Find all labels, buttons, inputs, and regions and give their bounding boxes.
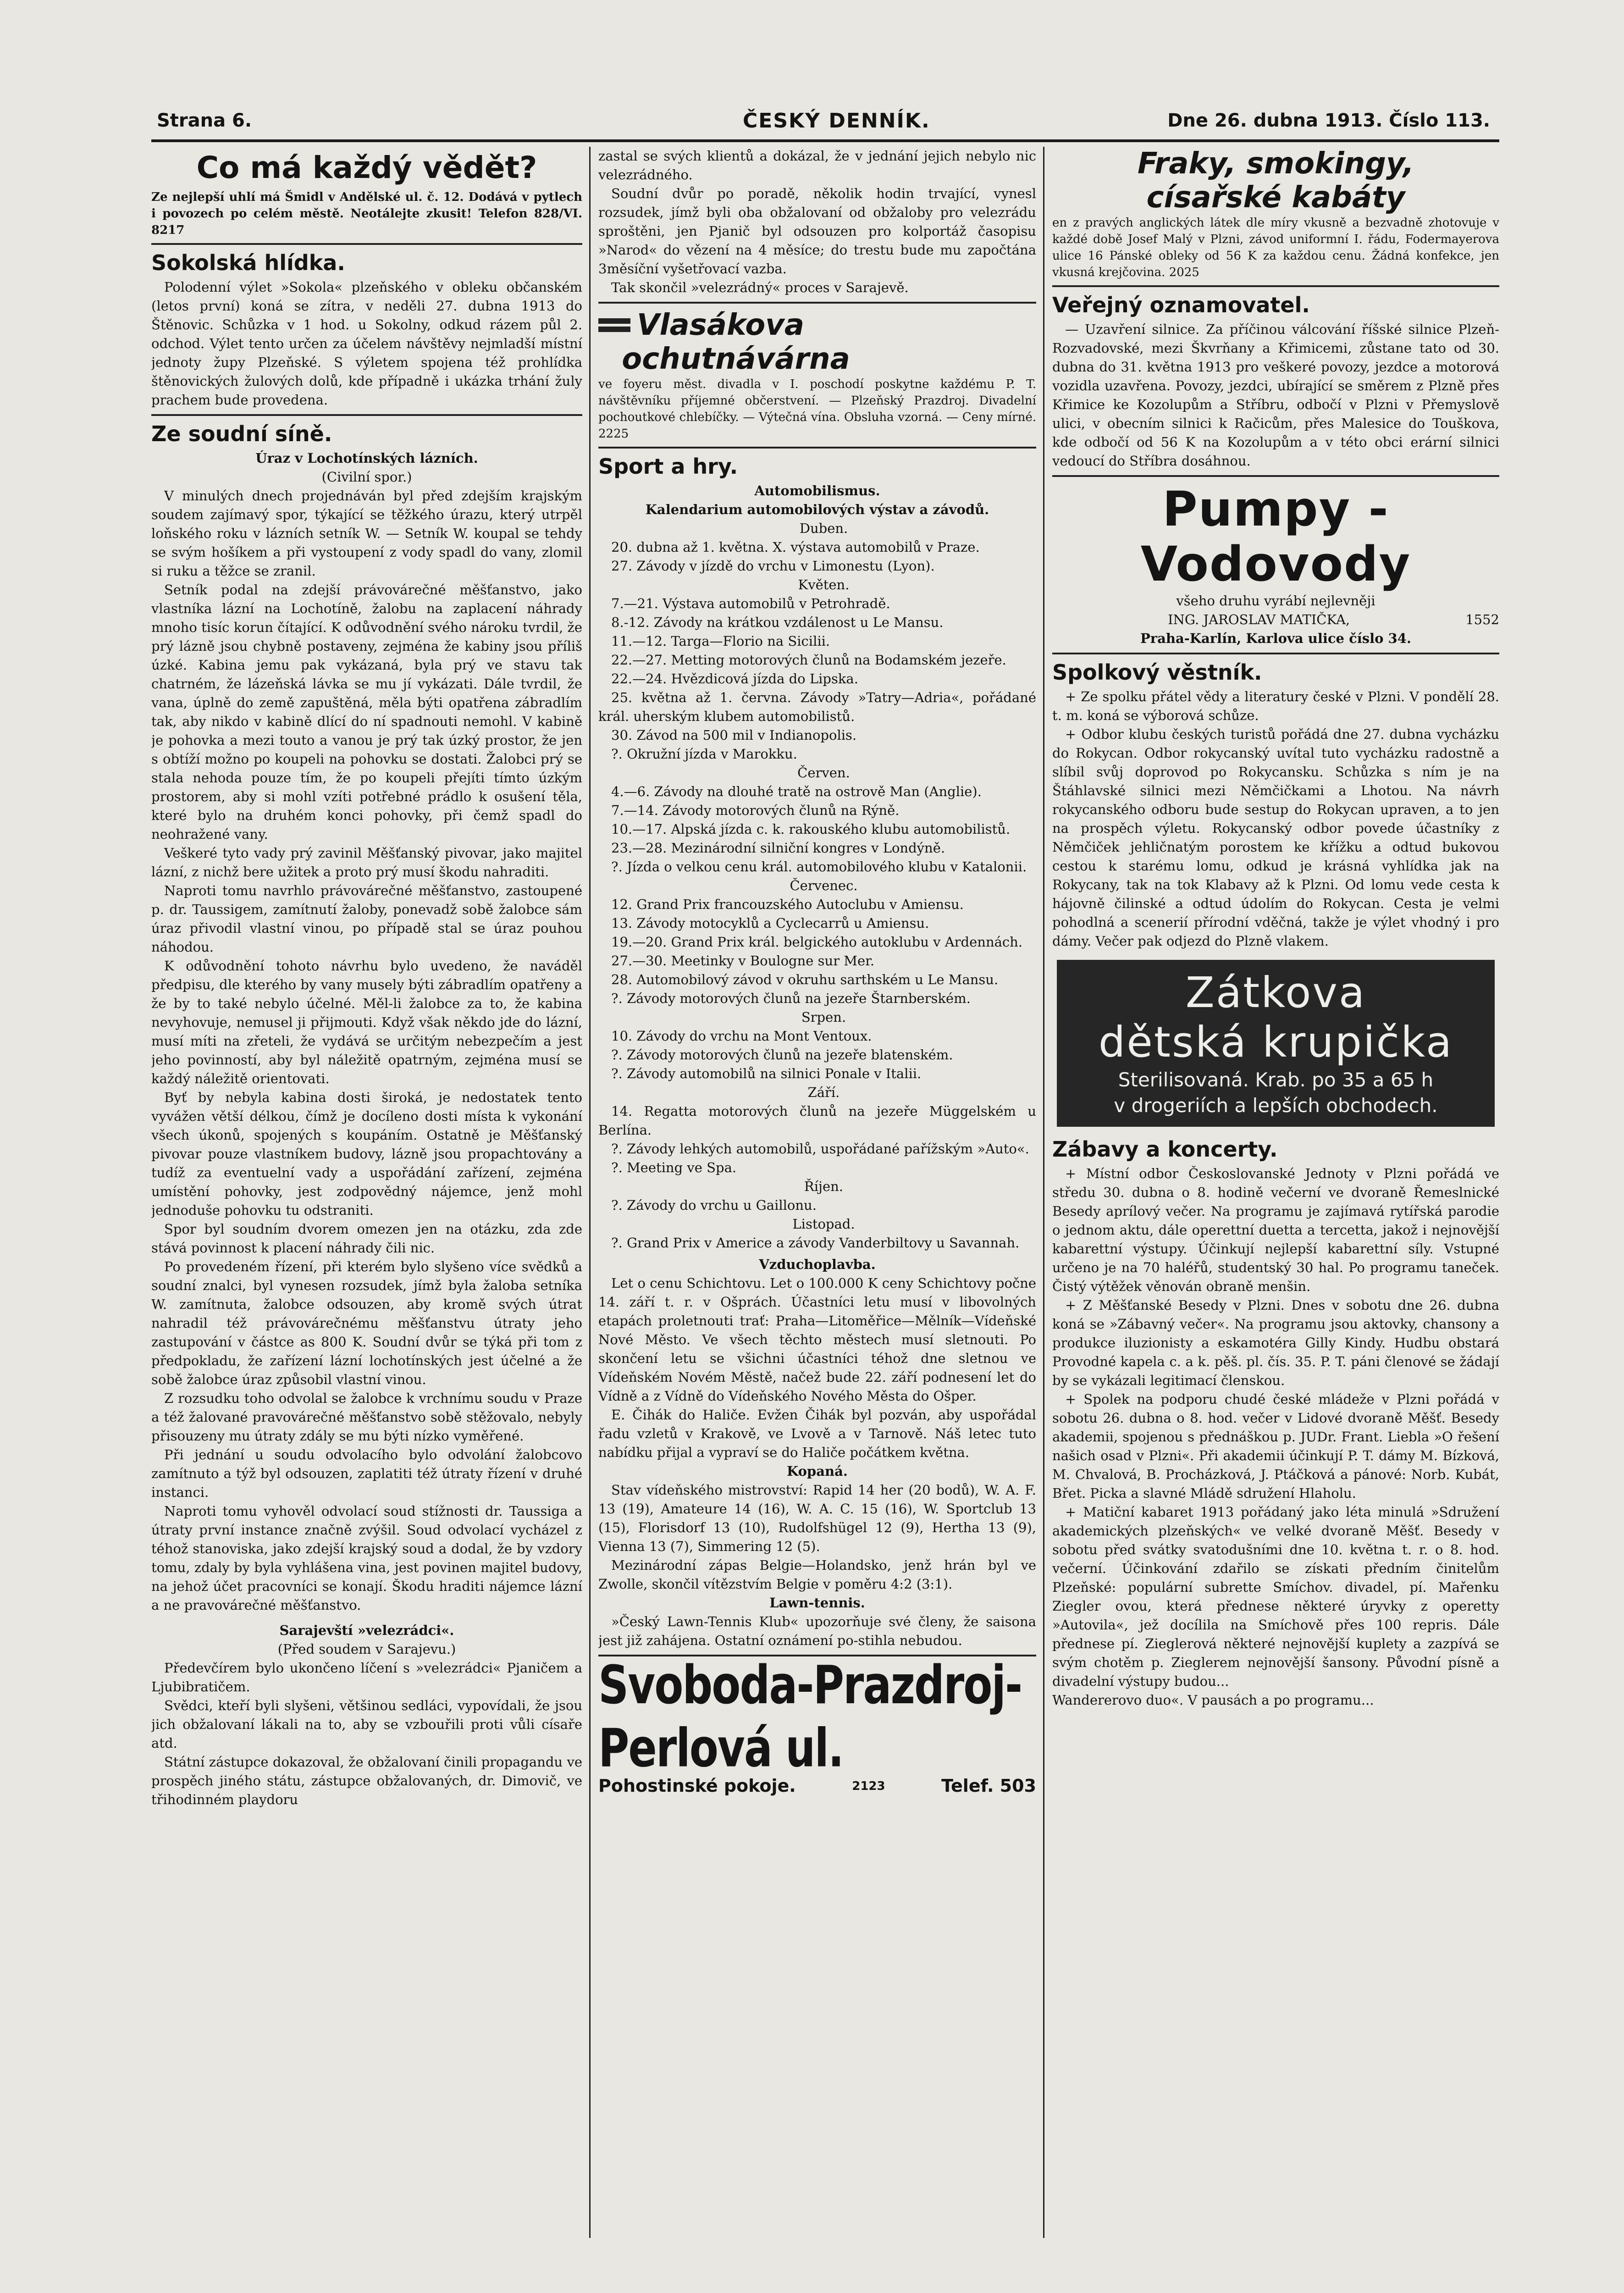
sarajevo-continued: Tak skončil »velezrádný« proces v Sarajevě. [611, 280, 909, 295]
club-heading: Spolkový věstník. [1052, 660, 1262, 685]
divider [1052, 475, 1499, 477]
court-heading: Ze soudní síně. [151, 421, 332, 446]
divider [151, 243, 582, 245]
divider [598, 447, 1036, 449]
calendar-item: ?. Meeting ve Spa. [611, 1160, 737, 1175]
calendar-item: 7.—14. Závody motorových člunů na Rýně. [611, 803, 900, 818]
court-paragraph: Byť by nebyla kabina dosti široká, je nedostatek tento vyvážen větší délkou, čímž je docíleno dosti místa k vykonání všech úkonů, spojených s koupáním. Ostatně je Měšťanský pivovar pouze vlastníkem budovy, lázně jsou propachtovány a tudíž za eventuelní vady a uspořádání zařízení, zejména umístění pohovky, jest zodpovědný nájemce, jenž mohl jednoduše pohovku tu odstraniti. [151, 1090, 582, 1218]
court-paragraph: V minulých dnech projednáván byl před zdejším krajským soudem zajímavý spor, týkající se těžkého úrazu, který utrpěl loňského roku v lázních setník W. — Setník W. koupal se tehdy se svým hošíkem a při vystoupení z vody spadl do vany, zlomil si ruku a těžce se zranil. [151, 488, 582, 579]
calendar-month: Listopad. [792, 1216, 855, 1232]
club-paragraph: + Ze spolku přátel vědy a literatury české v Plzni. V pondělí 28. t. m. koná se výborová schůze. [1052, 689, 1499, 723]
calendar-item: 10. Závody do vrchu na Mont Ventoux. [611, 1028, 872, 1044]
auto-calendar [598, 519, 1036, 1252]
page-frame [151, 101, 1499, 2265]
ad-zatka-line-4: v drogeriích a lepších obchodech. [1114, 1094, 1438, 1117]
sarajevo-paragraph: Svědci, kteří byli slyšeni, většinou sedláci, vypovídali, že jsou jich obžalovaní lákali na to, aby se vzbouřili proti vůli císaře atd. [151, 1698, 582, 1751]
ad-pumps-num: 1552 [1465, 612, 1499, 627]
ad-vlasak-title-2: ochutnávárna [622, 342, 850, 376]
column-divider-2 [1043, 147, 1044, 2238]
sokol-heading: Sokolská hlídka. [151, 250, 345, 275]
calendar-month: Červen. [797, 765, 850, 781]
calendar-month: Září. [807, 1085, 840, 1100]
sarajevo-paragraph: Předevčírem bylo ukončeno líčení s »velezrádci« Pjaničem a Ljubibratičem. [151, 1660, 582, 1695]
ad-tailor-title-1: Fraky, smokingy, [1137, 147, 1414, 181]
ad-svoboda-num: 2123 [852, 1779, 885, 1793]
ad-svoboda-title: Svoboda-Prazdroj-Perlová ul. [598, 1654, 1022, 1779]
masthead: ČESKÝ DENNÍK. [743, 109, 930, 133]
divider [151, 414, 582, 416]
court-subheading: Úraz v Lochotínských lázních. [255, 450, 478, 466]
calendar-item: 10.—17. Alpská jízda c. k. rakouského klubu automobilistů. [611, 821, 1011, 837]
header-rule [151, 139, 1499, 142]
football-paragraph: Stav vídeňského mistrovství: Rapid 14 her (20 bodů), W. A. F. 13 (19), Amateure 14 (16), W. A. C. 15 (16), W. Sportclub 13 (15), Florisdorf 13 (10), Rudolfshügel 12 (9), Hertha 13 (9), Vienna 13 (7), Simmering 12 (5). [598, 1482, 1036, 1554]
calendar-item: 22.—27. Metting motorových člunů na Bodamském jezeře. [611, 652, 1006, 668]
issue-date: Dne 26. dubna 1913. Číslo 113. [1167, 110, 1490, 131]
ad-svoboda-tel: Telef. 503 [941, 1776, 1036, 1796]
ad-pumps-line-2: ING. JAROSLAV MATIČKA, [1168, 612, 1350, 627]
calendar-item: 28. Automobilový závod v okruhu sarthském u Le Mansu. [611, 972, 999, 987]
page-number: Strana 6. [157, 110, 252, 131]
ad-pumps-title: Pumpy - Vodovody [1140, 481, 1411, 592]
aviation-paragraph: E. Čihák do Haliče. Evžen Čihák byl pozván, aby uspořádal řadu vzletů v Krakově, ve Lvově a v Tarnově. Náš letec tuto nabídku přijal a vypraví se do Haliče počátkem května. [598, 1407, 1036, 1460]
calendar-item: 23.—28. Mezinárodní silniční kongres v Londýně. [611, 840, 945, 856]
calendar-month: Duben. [799, 521, 848, 536]
page-header [151, 101, 1499, 139]
sarajevo-continued: zastal se svých klientů a dokázal, že v jednání jejich nebylo nic velezrádného. [598, 148, 1036, 183]
auto-subheading: Kalendarium automobilových výstav a závodů. [645, 502, 989, 517]
calendar-item: 4.—6. Závody na dlouhé tratě na ostrově Man (Anglie). [611, 784, 982, 799]
column-2 [598, 147, 1036, 2238]
court-paragraph: Spor byl soudním dvorem omezen jen na otázku, zda zde stává povinnost k placení náhrady čili nic. [151, 1221, 582, 1256]
calendar-item: 30. Závod na 500 mil v Indianopolis. [611, 727, 857, 743]
calendar-item: ?. Závody automobilů na silnici Ponale v Italii. [611, 1066, 922, 1081]
tennis-heading: Lawn-tennis. [769, 1595, 865, 1611]
column-1 [151, 147, 582, 2238]
court-paragraph: Naproti tomu navrhlo právovárečné měšťanstvo, zastoupené p. dr. Taussigem, zamítnutí žaloby, ponevadž sobě žalobce sám úraz přivodil vlastní vinou, po případě stal se úraz pouhou náhodou. [151, 883, 582, 955]
ad-zatka [1057, 960, 1495, 1127]
football-heading: Kopaná. [787, 1463, 848, 1479]
aviation-heading: Vzduchoplavba. [759, 1257, 876, 1272]
ad-tailor-title-2: císařské kabáty [1146, 181, 1405, 215]
public-notice-heading: Veřejný oznamovatel. [1052, 293, 1310, 317]
ad-pumps-line-1: všeho druhu vyrábí nejlevněji [1176, 593, 1375, 609]
ad-zatka-line-3: Sterilisovaná. Krab. po 35 a 65 h [1118, 1069, 1434, 1091]
column-divider-1 [589, 147, 591, 2238]
ad-svoboda-sub: Pohostinské pokoje. [598, 1776, 796, 1796]
entertainment-paragraph: + Matiční kabaret 1913 pořádaný jako léta minulá »Sdružení akademických plzeňských« ve velké dvoraně Měšť. Besedy v sobotu před svátky svatodušními dne 10. května t. r. o 8. hod. večerní. Účinkování zdařilo se získati předním činitelům Plzeňské: populární subrette Smíchov. divadel, pí. Mařenku Ziegler ovou, která přednese některé úryvky z operetty »Autovila«, jež docílila na Smíchově přes 100 repris. Dále přednese pí. Zieglerová některé nejnovější kuplety a zazpívá se svým chotěm p. Zieglerem nejnovější šansony. Původní písně a divadelní výstupy budou... [1052, 1504, 1499, 1689]
court-paragraph: Z rozsudku toho odvolal se žalobce k vrchnímu soudu v Praze a též žalované pravovárečné měšťanstvo sobě stěžovalo, nebyly přisouzeny mu útraty zdály se mu býti nízko vyměřené. [151, 1390, 582, 1444]
sport-heading: Sport a hry. [598, 454, 738, 479]
sarajevo-paragraph: Státní zástupce dokazoval, že obžalovaní činili propagandu ve prospěch jiného státu, zástupce obžalovaných, dr. Dimovič, ve třihodinném playdoru [151, 1754, 582, 1807]
calendar-item: 27.—30. Meetinky v Boulogne sur Mer. [611, 953, 875, 969]
tennis-paragraph: »Český Lawn-Tennis Klub« upozorňuje své členy, že saisona jest již zahájena. Ostatní oznámení po-stihla nebudou. [598, 1614, 1036, 1648]
entertainment-heading: Zábavy a koncerty. [1052, 1137, 1278, 1162]
ad-vlasak-text: ve foyeru měst. divadla v I. poschodí poskytne každému P. T. návštěvníku příjemné občerstvení. — Plzeňský Prazdroj. Divadelní pochoutkové chlebíčky. — Výtečná vína. Obsluha vzorná. — Ceny mírné. 2225 [598, 377, 1036, 441]
calendar-month: Říjen. [804, 1179, 844, 1194]
divider [1052, 285, 1499, 287]
calendar-item: ?. Okružní jízda v Marokku. [611, 746, 797, 762]
calendar-item: ?. Závody lehkých automobilů, uspořádané pařížským »Auto«. [611, 1141, 1029, 1157]
court-paragraph: Veškeré tyto vady prý zavinil Měšťanský pivovar, jako majitel lázní, z nichž bere užitek a proto prý musí škodu nahraditi. [151, 845, 582, 880]
calendar-month: Červenec. [790, 878, 858, 893]
ad-vlasak-title-1: Vlasákova [637, 308, 805, 342]
calendar-item: 22.—24. Hvězdicová jízda do Lipska. [611, 671, 858, 687]
entertainment-paragraph: + Z Měšťanské Besedy v Plzni. Dnes v sobotu dne 26. dubna koná se »Zábavný večer«. Na programu jsou aktovky, chansony a produkce iluzionisty a eskamotéra Gilly Kindy. Hudbu obstará Provodné kapela c. a k. pěš. pl. čís. 35. P. T. páni členové se žádají by se vykázali legitimací členskou. [1052, 1297, 1499, 1388]
calendar-item: 13. Závody motocyklů a Cyclecarrů u Amiensu. [611, 915, 929, 931]
ad-coal-title: Co má každý vědět? [196, 150, 537, 185]
entertainment-paragraph: + Spolek na podporu chudé české mládeže v Plzni pořádá v sobotu 26. dubna o 8. hod. večer v Lidové dvoraně Měšť. Besedy akademii, spojenou s přednáškou p. JUDr. Frant. Liebla »O řešení našich osad v Plzni«. Při akademii účinkují P. T. dámy M. Bízková, M. Chvalová, B. Procházková, J. Ptáčková a pánové: Norb. Kubát, Břet. Picka a slavné Mládě sdružení Hlaholu. [1052, 1391, 1499, 1501]
sarajevo-heading: Sarajevští »velezrádci«. [279, 1623, 454, 1638]
ad-zatka-line-1: Zátkova [1185, 968, 1366, 1017]
court-paragraph: Setník podal na zdejší právovárečné měšťanstvo, jako vlastníka lázní na Lochotíně, žalobu na zaplacení náhrady mnoho tisíc korun čítající. K odůvodnění svého nároku tvrdil, že prý lázně jsou chybně postaveny, zejména že kabiny jsou příliš úzké. Kabina jemu pak vykázaná, byla prý ve stavu tak chatrném, že lázeňská lávka se mu jí vykázati. Dále tvrdil, že vana, úplně do země zapuštěná, měla býti opatřena zábradlím tak, aby nikdo v kabině dlící do ní spadnouti nemohl. V kabině je pohovka a mezi touto a vanou je prý tak úzký prostor, že jen s obtíží možno po koupeli na pohovku se dostati. Žalobci prý se stala nehoda pouze tím, že po koupeli přejíti tímto úzkým prostorem, aby si mohl vzíti potřebné prádlo k osušení těla, které bylo na druhém konci pohovky, při čemž spadl do neohražené vany. [151, 582, 582, 842]
calendar-item: 25. května až 1. června. Závody »Tatry—Adria«, pořádané král. uherským klubem automobilistů. [598, 690, 1036, 724]
court-paragraph: Po provedeném řízení, při kterém bylo slyšeno více svědků a soudní znalci, byl vynesen rozsudek, jímž byla žaloba setníka W. zamítnuta, žalobce odsouzen, aby kromě svých útrat nahradil též právovárečnému měšťanstvu útraty jeho zastupování v částce as 800 K. Soudní dvůr se týká při tom z předpokladu, že zařízení lázní lochotínských jest účelné a že sobě žalobce úraz způsobil vlastní vinou. [151, 1259, 582, 1387]
auto-heading: Automobilismus. [754, 483, 880, 498]
ad-pumps-line-3: Praha-Karlín, Karlova ulice číslo 34. [1140, 631, 1411, 646]
ad-vlasak [598, 308, 1036, 376]
calendar-item: 20. dubna až 1. května. X. výstava automobilů v Praze. [611, 539, 980, 555]
divider [598, 302, 1036, 304]
calendar-item: ?. Jízda o velkou cenu král. automobilového klubu v Katalonii. [611, 859, 1027, 875]
public-notice-paragraph: — Uzavření silnice. Za příčinou válcování říšské silnice Plzeň-Rozvadovské, mezi Škvrňany a Křimicemi, zůstane tato od 30. dubna do 31. května 1913 pro veškeré povozy, jezdce a motorová vozidla uzavřena. Povozy, jezdci, ubírající se směrem z Plzně přes Křimice ke Kozolupům a Stříbru, odbočí v Plzni v Přemyslově ulici, v obecním silnici k Račicům, přes Malesice do Touškova, kde odbočí od 56 K na Kozolupům a v této obci erární silnici vedoucí do Stříbra dosáhnou. [1052, 321, 1499, 469]
sarajevo-subheading: (Před soudem v Sarajevu.) [277, 1641, 456, 1657]
ad-coal-text: Ze nejlepší uhlí má Šmidl v Andělské ul. č. 12. Dodává v pytlech i povozech po celém městě. Neotálejte zkusit! Telefon 828/VI. 8217 [151, 190, 582, 237]
divider [1052, 653, 1499, 654]
entertainment-paragraph: + Místní odbor Českoslovanské Jednoty v Plzni pořádá ve středu 30. dubna o 8. hodině večerní ve dvoraně Řemeslnické Besedy aprílový večer. Na programu je zajímavá rytířská parodie o jednom aktu, dále operettní duetta a tercetta, jakož i nejnovější kabarettní výstupy. Účinkují nejlepší kabarettní síly. Vstupné určeno je na 70 haléřů, studentský 30 hal. Po programu taneček. Čistý výtěžek věnován obraně menšin. [1052, 1166, 1499, 1294]
calendar-month: Srpen. [801, 1009, 846, 1025]
calendar-item: ?. Závody do vrchu u Gaillonu. [611, 1197, 817, 1213]
sokol-article: Polodenní výlet »Sokola« plzeňského v obleku občanském (letos první) koná se zítra, v neděli 27. dubna 1913 do Štěnovic. Schůzka v 1 hod. u Sokolny, odkud rázem půl 2. odchod. Výlet tento určen za účelem návštěvy nejmladší místní jednoty župy Plzeňské. S výletem spojena též prohlídka štěnovických žulových dolů, kde případně i ukázka trhání žuly prachem bude provedena. [151, 279, 582, 408]
ad-zatka-line-2: dětská krupička [1098, 1018, 1453, 1067]
calendar-month: Květen. [798, 577, 850, 593]
calendar-item: 27. Závody v jízdě do vrchu v Limonestu (Lyon). [611, 558, 935, 574]
calendar-item: 8.-12. Závody na krátkou vzdálenost u Le Mansu. [611, 615, 944, 630]
court-subheading-2: (Civilní spor.) [321, 469, 412, 485]
calendar-item: ?. Grand Prix v Americe a závody Vanderbiltovy u Savannah. [611, 1235, 1020, 1251]
calendar-item: ?. Závody motorových člunů na jezeře Štarnberském. [611, 991, 971, 1006]
column-3 [1052, 147, 1499, 2238]
aviation-paragraph: Let o cenu Schichtovu. Let o 100.000 K ceny Schichtovy počne 14. září t. r. v Ošprách. Účastníci letu musí v libovolných etapách proletnouti trať: Praha—Litoměřice—Mělník—Vídeňské Nové Město. Ve všech těchto městech musí sletnouti. Po skončení letu se všichni účastníci téhož dne sletnou ve Vídeňském Novém Městě, načež bude 22. září podnesení let do Vídně a z Vídně do Vídeňského Nového Města do Ošper. [598, 1275, 1036, 1404]
calendar-item: ?. Závody motorových člunů na jezeře blatenském. [611, 1047, 953, 1063]
calendar-item: 7.—21. Výstava automobilů v Petrohradě. [611, 596, 890, 611]
ad-tailor-text: en z pravých anglických látek dle míry vkusně a bezvadně zhotovuje v každé době Josef Malý v Plzni, závod uniformní I. řádu, Fodermayerova ulice 16 Pánské obleky od 56 K za každou cenu. Žádná konfekce, jen vkusná krejčovina. 2025 [1052, 216, 1499, 279]
club-paragraph: + Odbor klubu českých turistů pořádá dne 27. dubna vycházku do Rokycan. Odbor rokycanský uvítal tuto vycházku radostně a slíbil svůj doprovod po Rokycansku. Schůzka s ním je na Štáhlavské silnici mezi Němčičkami a Lhotou. Na návrh rokycanského odboru bude sestup do Rokycan upraven, a to jen na prospěch výletu. Rokycanský odbor povede účastníky z Němčiček jehličnatým porostem ke křížku a odtud bukovou cestou k starému lomu, odkud je krásná vyhlídka jak na Rokycany, tak na tok Klabavy až k Plzni. Od lomu vede cesta k hájovně čilinské a odtud údolím do Rokycan. Cesta je velmi pohodlná a scenerií přírodní vděčná, takže je výlet vhodný i pro dámy. Večer pak odjezd do Plzně vlakem. [1052, 726, 1499, 949]
ad-pumps-line-2-row [1052, 610, 1499, 629]
calendar-item: 11.—12. Targa—Florio na Sicilii. [611, 633, 830, 649]
court-paragraph: K odůvodnění tohoto návrhu bylo uvedeno, že naváděl předpisu, dle kterého by vany musely býti zábradlím opatřeny a že by to také nebylo účelné. Měl-li žalobce za to, že kabina nevyhovuje, nemusel ji přijmouti. Když však někdo jde do lázní, musí míti na zřeteli, že vydává se určitým nebezpečím a jest jeho povinností, aby byl náležitě opatrným, zejména musí se každý náležitě orientovati. [151, 958, 582, 1086]
football-paragraph: Mezinárodní zápas Belgie—Holandsko, jenž hrán byl ve Zwolle, skončil vítězstvím Belgie v poměru 4:2 (3:1). [598, 1557, 1036, 1592]
court-paragraph: Při jednání u soudu odvolacího bylo odvolání žalobcovo zamítnuto a týž byl odsouzen, zaplatiti též útraty řízení v druhé instanci. [151, 1447, 582, 1500]
calendar-item: 12. Grand Prix francouzského Autoclubu v Amiensu. [611, 897, 964, 912]
sarajevo-continued: Soudní dvůr po poradě, několik hodin trvající, vynesl rozsudek, jímž byli oba obžalovaní od obžaloby pro velezrádu sproštěni, jen Pjanič byl odsouzen pro kolportáž časopisu »Narod« do vězení na 4 měsíce; do trestu bude mu započtána 3měsíční vyšetřovací vazba. [598, 186, 1036, 277]
calendar-item: 19.—20. Grand Prix král. belgického autoklubu v Ardennách. [611, 934, 1023, 950]
entertainment-paragraph: Wandererovo duo«. V pausách a po programu... [1052, 1692, 1374, 1708]
court-paragraph: Naproti tomu vyhověl odvolací soud stížnosti dr. Taussiga a útraty první instance značně zvýšil. Soud odvolací vycházel z téhož stanoviska, jako zdejší krajský soud a dodal, že by vzdory tomu, zdaly by byla vyhlášena vina, jest povinen majitel budovy, na jehož účet pracovníci se konají. Škodu hraditi nájemce lázní a ne pravovárečné měšťanstvo. [151, 1503, 582, 1613]
calendar-item: 14. Regatta motorových člunů na jezeře Müggelském u Berlína. [598, 1103, 1036, 1138]
